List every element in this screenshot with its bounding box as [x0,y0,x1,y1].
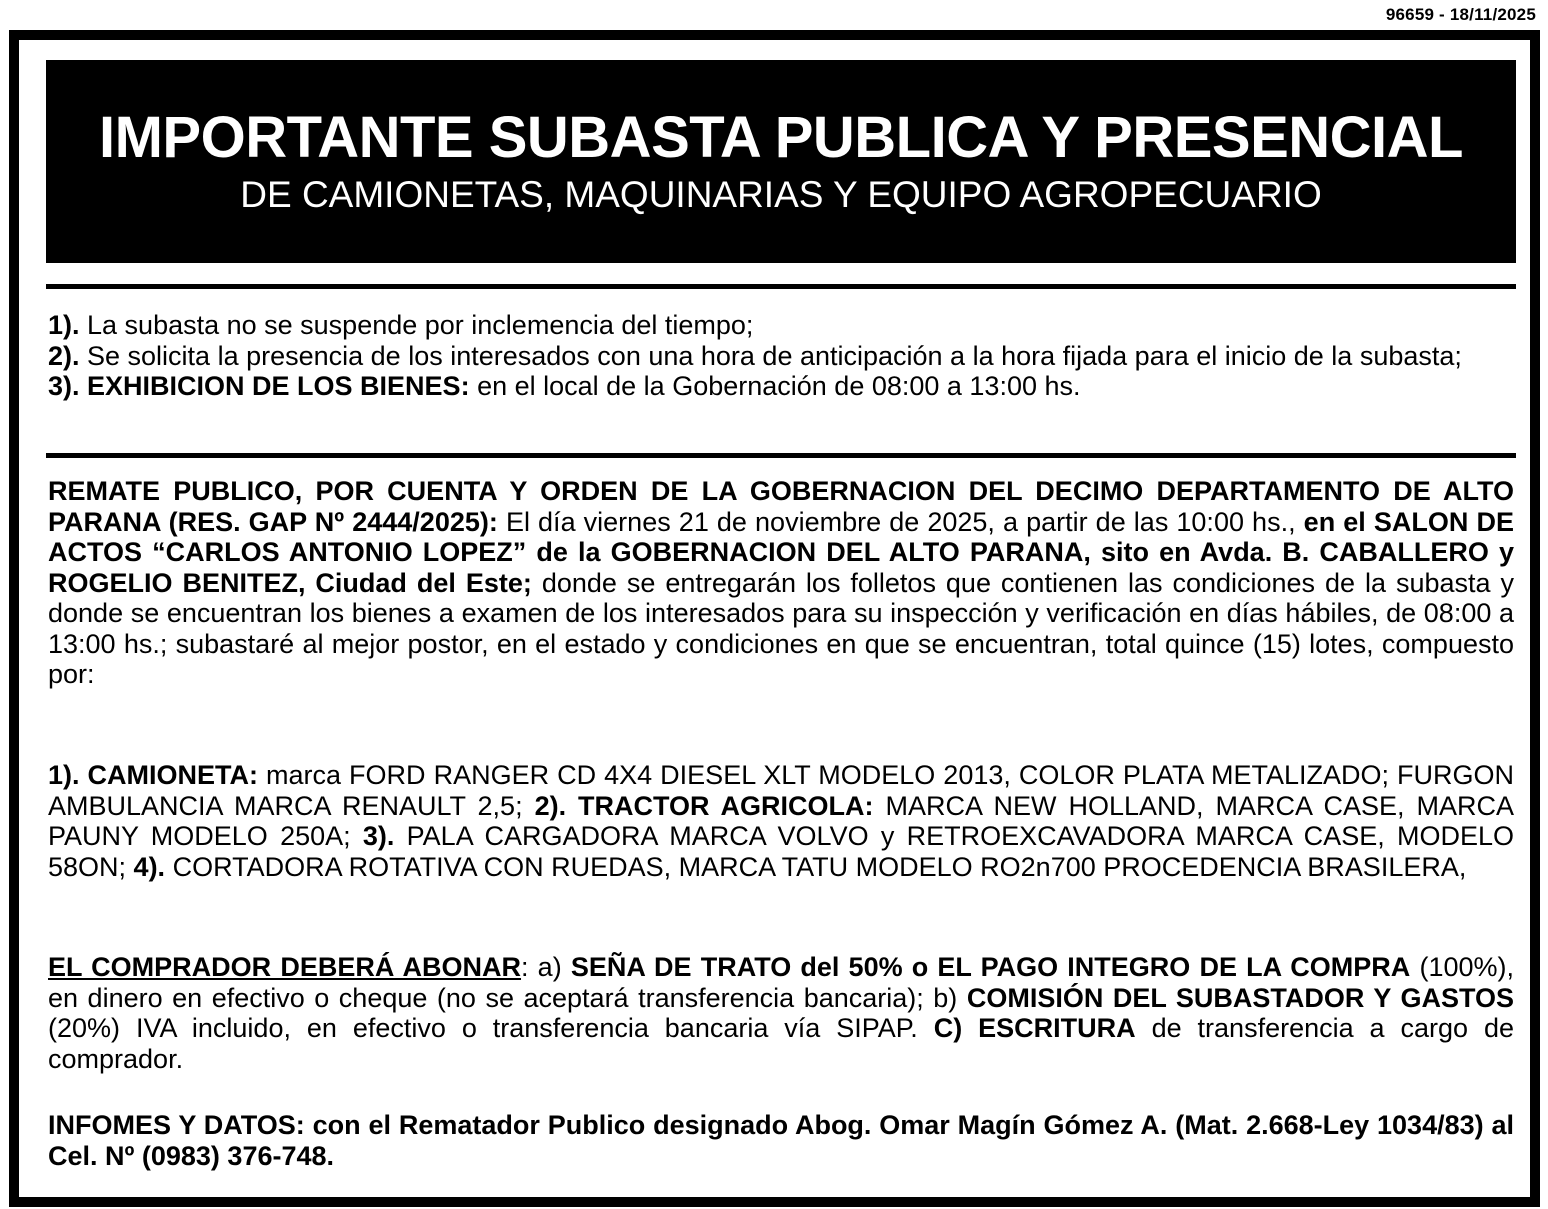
auction-text: El día viernes 21 de noviembre de 2025, a partir de las 10:00 hs., [497,506,1304,537]
lot-text: CORTADORA ROTATIVA CON RUEDAS, MARCA TATU MODELO RO2n700 PROCEDENCIA BRASILERA, [165,851,1467,882]
auction-heading: REMATE PUBLICO, POR CUENTA Y ORDEN DE LA GOBERNACION DEL DECIMO DEPARTAMENTO DE ALTO PARANA (RES. GAP Nº 2444/2025): [48,476,1514,537]
payment-text: : a) [521,952,571,982]
lot-label: 3). [362,821,395,851]
note-number: 1). [48,310,80,340]
contact-paragraph [48,1110,1514,1171]
note-item [48,341,1514,372]
title-banner [46,60,1516,263]
auction-paragraph [48,476,1514,690]
auction-text: donde se entregarán los folletos que contienen las condiciones de la subasta y donde se encuentran los bienes a examen de los interesados para su inspección y verificación en días hábiles, de 08:00 a 13:00 hs.; subastaré al mejor postor, en el estado y condiciones en que se encuentran, total quince (15) lotes, compuesto por: [48,567,1514,689]
note-text: La subasta no se suspende por inclemencia del tiempo; [79,310,754,340]
contact-info: INFOMES Y DATOS: con el Rematador Publico designado Abog. Omar Magín Gómez A. (Mat. 2.668-Ley 1034/83) al Cel. Nº (0983) 376-748. [48,1110,1514,1171]
auction-venue: en el SALON DE ACTOS “CARLOS ANTONIO LOPEZ” de la GOBERNACION DEL ALTO PARANA, sito en Avda. B. CABALLERO y ROGELIO BENITEZ, Ciudad del Este; [48,506,1514,598]
note-item [48,371,1514,402]
payment-term: COMISIÓN DEL SUBASTADOR Y GASTOS [966,982,1514,1013]
note-item [48,310,1514,341]
note-text: en el local de la Gobernación de 08:00 a 13:00 hs. [469,371,1081,401]
note-number: 2). [48,340,80,371]
notes-section [48,310,1514,402]
notice-title: IMPORTANTE SUBASTA PUBLICA Y PRESENCIAL [98,105,1463,170]
payment-text: (20%) IVA incluido, en efectivo o transferencia bancaria vía SIPAP. [48,1013,934,1043]
divider-rule [46,453,1516,458]
divider-rule [46,284,1516,289]
lot-label: 4). [133,851,166,882]
notice-frame [9,30,1540,1207]
payment-term: C) ESCRITURA [933,1013,1136,1043]
lot-label: 1). CAMIONETA: [48,760,259,790]
note-number: 3). EXHIBICION DE LOS BIENES: [48,371,470,401]
payment-paragraph [48,952,1514,1074]
note-text: Se solicita la presencia de los interesados con una hora de anticipación a la hora fijada para el inicio de la subasta; [79,340,1462,371]
payment-heading: EL COMPRADOR DEBERÁ ABONAR [48,952,522,982]
lot-text: marca FORD RANGER CD 4X4 DIESEL XLT MODELO 2013, COLOR PLATA METALIZADO; FURGON AMBULANCIA MARCA RENAULT 2,5; [48,760,1514,821]
payment-text: de transferencia a cargo de comprador. [48,1013,1514,1074]
lot-text: PALA CARGADORA MARCA VOLVO y RETROEXCAVADORA MARCA CASE, MODELO 58ON; [48,821,1514,882]
payment-text: (100%), en dinero en efectivo o cheque (no se aceptará transferencia bancaria); b) [48,952,1514,1013]
lots-paragraph [48,760,1514,882]
lot-label: 2). TRACTOR AGRICOLA: [534,790,874,821]
lot-text: MARCA NEW HOLLAND, MARCA CASE, MARCA PAUNY MODELO 250A; [48,790,1514,851]
document-reference: 96659 - 18/11/2025 [1385,5,1536,24]
payment-term: SEÑA DE TRATO del 50% o EL PAGO INTEGRO DE LA COMPRA [570,952,1411,982]
notice-subtitle: DE CAMIONETAS, MAQUINARIAS Y EQUIPO AGROPECUARIO [240,174,1322,215]
